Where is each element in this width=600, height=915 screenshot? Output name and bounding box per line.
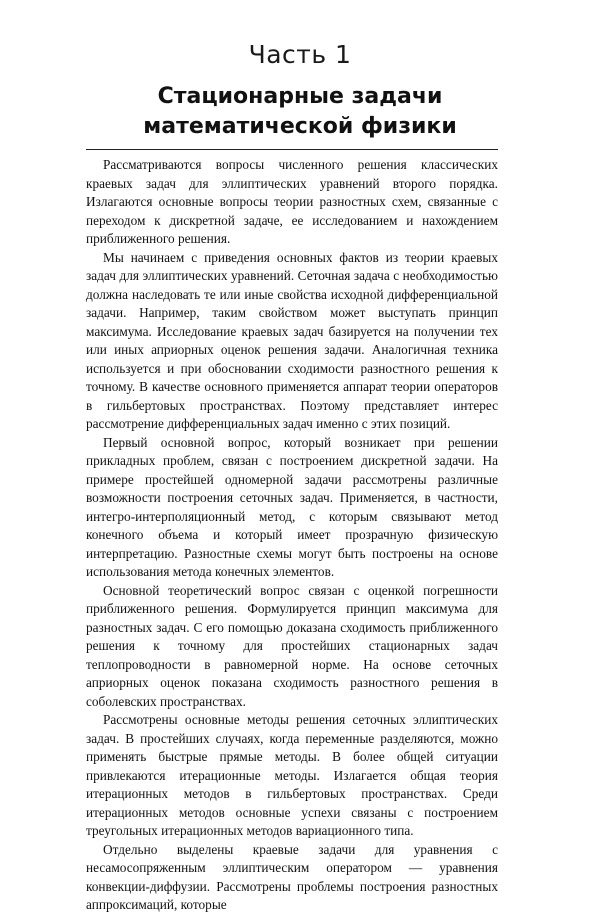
paragraph-4: Основной теоретический вопрос связан с оценкой погрешности приближенного решения. Формулируется принцип максимума для разностных задач. С его помощью доказана сходимость приближенного решения к точному для простейших стационарных задач теплопроводности в равномерной норме. На основе сеточных априорных оценок показана сходимость разностного решения в соболевских пространствах. <box>86 582 498 709</box>
chapter-title-line-1: Стационарные задачи <box>157 84 443 109</box>
paragraph-5: Рассмотрены основные методы решения сеточных эллиптических задач. В простейших случаях, когда переменные разделяются, можно применять быстрые прямые методы. В более общей ситуации привлекаются итерационные методы. Излагается общая теория итерационных методов в гильбертовых пространствах. Среди итерационных методов основные успехи связаны с построением треугольных итерационных методов вариационного типа. <box>86 712 498 838</box>
chapter-title <box>0 82 600 142</box>
chapter-title-line-2: математической физики <box>143 114 457 139</box>
title-divider <box>86 149 498 150</box>
paragraph-6: Отдельно выделены краевые задачи для уравнения с несамосопряженным эллиптическим оператором — уравнения конвекции-диффузии. Рассмотрены проблемы построения разностных аппроксимаций, которые <box>86 841 498 912</box>
part-label: Часть 1 <box>248 40 352 69</box>
paragraph-3: Первый основной вопрос, который возникает при решении прикладных проблем, связан с построением дискретной задачи. На примере простейшей одномерной задачи рассмотрены различные возможности построения сеточных задач. Применяется, в частности, интегро-интерполяционный метод, с которым связывают метод конечного объема и который имеет прозрачную физическую интерпретацию. Разностные схемы могут быть построены на основе использования метода конечных элементов. <box>86 434 498 579</box>
body-text <box>86 156 498 915</box>
paragraph-2: Мы начинаем с приведения основных фактов из теории краевых задач для эллиптических уравнений. Сеточная задача с необходимостью должна наследовать те или иные свойства исходной дифференциальной задачи. Например, таким свойством может выступать принцип максимума. Исследование краевых задач базируется на получении тех или иных априорных оценок решения задачи. Аналогичная техника используется и при обосновании сходимости разностного решения к точному. В качестве основного применяется аппарат теории операторов в гильбертовых пространствах. Поэтому представляет интерес рассмотрение дифференциальных задач именно с этих позиций. <box>86 249 498 431</box>
paragraph-1: Рассматриваются вопросы численного решения классических краевых задач для эллиптических уравнений второго порядка. Излагаются основные вопросы теории разностных схем, связанные с переходом к дискретной задаче, ее исследованием и нахождением приближенного решения. <box>86 157 498 246</box>
